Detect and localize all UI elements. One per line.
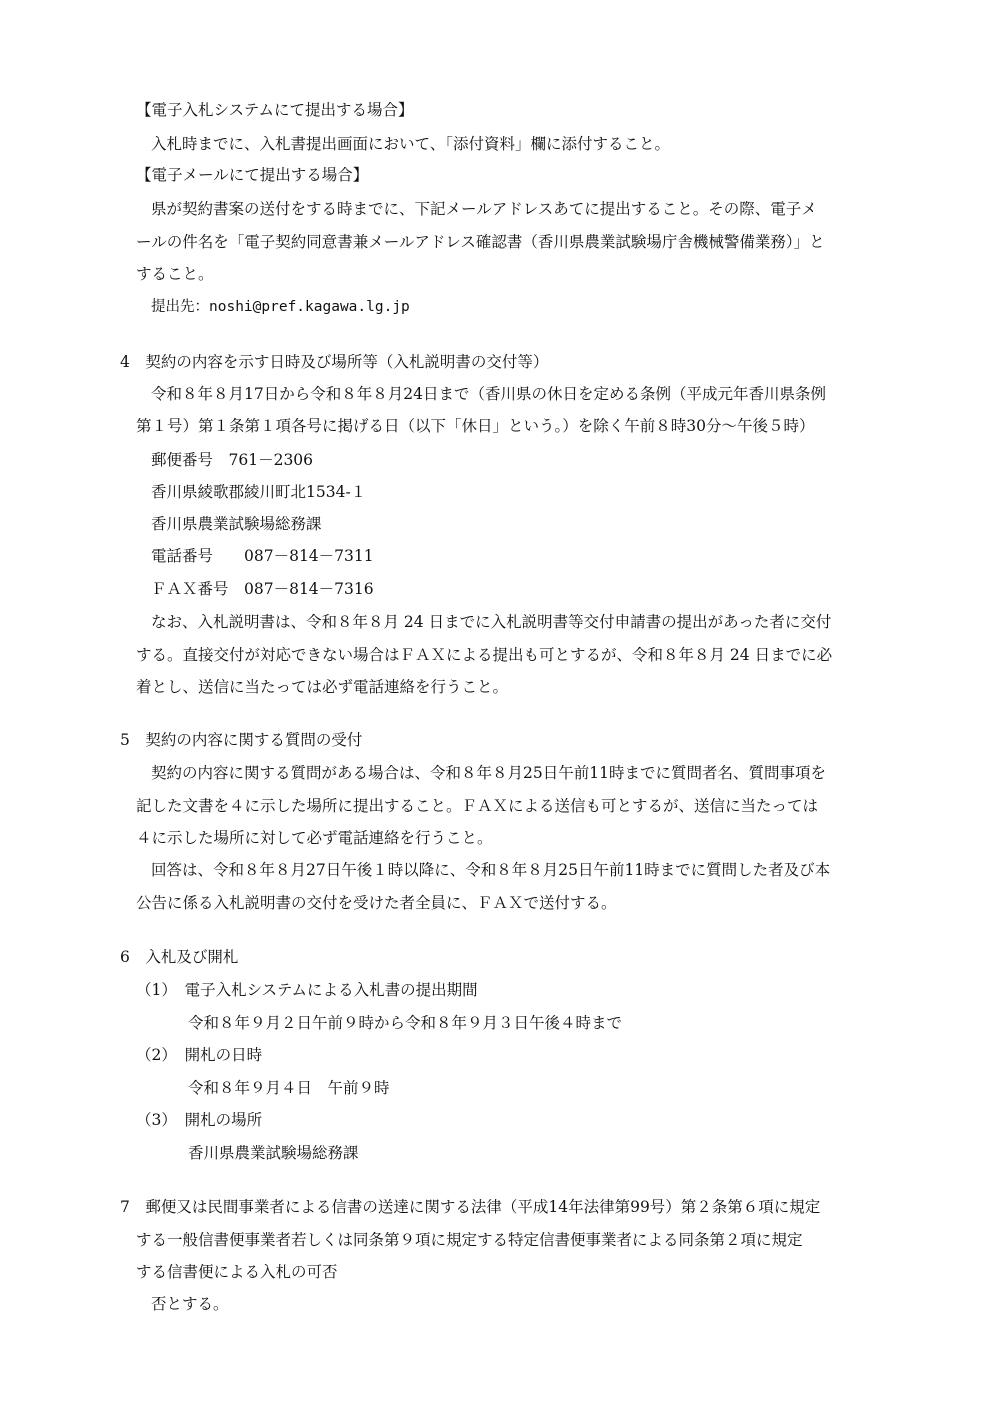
address: 香川県綾歌郡綾川町北1534-１ bbox=[151, 483, 367, 501]
phone-number: 電話番号 087－814－7311 bbox=[151, 547, 374, 565]
paragraph-line: すること。 bbox=[136, 265, 214, 283]
subitem-1-heading: （1） 電子入札システムによる入札書の提出期間 bbox=[136, 981, 478, 999]
paragraph-line: 記した文書を４に示した場所に提出すること。ＦＡＸによる送信も可とするが、送信に当たっては bbox=[136, 797, 819, 815]
submission-email: 提出先：noshi@pref.kagawa.lg.jp bbox=[151, 299, 410, 315]
paragraph-line: 回答は、令和８年８月27日午後１時以降に、令和８年８月25日午前11時までに質問した者及び本 bbox=[151, 861, 831, 879]
paragraph-line: 公告に係る入札説明書の交付を受けた者全員に、ＦＡＸで送付する。 bbox=[136, 894, 617, 912]
section-5-heading: 5 契約の内容に関する質問の受付 bbox=[120, 731, 363, 749]
postal-code: 郵便番号 761－2306 bbox=[151, 451, 314, 469]
subitem-2-heading: （2） 開札の日時 bbox=[136, 1046, 263, 1064]
paragraph-line: する一般信書便事業者若しくは同条第９項に規定する特定信書便事業者による同条第２項に規定 bbox=[136, 1231, 803, 1249]
section-7-answer: 否とする。 bbox=[151, 1295, 229, 1313]
paragraph-line: 入札時までに、入札書提出画面において、「添付資料」欄に添付すること。 bbox=[151, 135, 670, 153]
paragraph-line: 着とし、送信に当たっては必ず電話連絡を行うこと。 bbox=[136, 678, 509, 696]
paragraph-line: ールの件名を「電子契約同意書兼メールアドレス確認書（香川県農業試験場庁舎機械警備業務）」と bbox=[136, 233, 825, 251]
paragraph-line: する信書便による入札の可否 bbox=[136, 1263, 338, 1281]
subitem-2-value: 令和８年９月４日 午前９時 bbox=[188, 1079, 390, 1097]
section-6-heading: 6 入札及び開札 bbox=[120, 948, 239, 966]
paragraph-line: 令和８年８月17日から令和８年８月24日まで（香川県の休日を定める条例（平成元年香川県条例 bbox=[151, 385, 826, 403]
paragraph-line: 契約の内容に関する質問がある場合は、令和８年８月25日午前11時までに質問者名、質問事項を bbox=[151, 764, 826, 782]
subheading-email: 【電子メールにて提出する場合】 bbox=[136, 166, 369, 184]
section-4-heading: 4 契約の内容を示す日時及び場所等（入札説明書の交付等） bbox=[120, 353, 549, 371]
paragraph-line: なお、入札説明書は、令和８年８月 24 日までに入札説明書等交付申請書の提出があった者に交付 bbox=[151, 613, 832, 631]
department: 香川県農業試験場総務課 bbox=[151, 515, 322, 533]
fax-number: ＦＡＸ番号 087－814－7316 bbox=[151, 580, 374, 598]
paragraph-line: 第１号）第１条第１項各号に掲げる日（以下「休日」という。）を除く午前８時30分～午後５時） bbox=[136, 417, 815, 435]
subitem-3-heading: （3） 開札の場所 bbox=[136, 1111, 263, 1129]
section-7-heading: 7 郵便又は民間事業者による信書の送達に関する法律（平成14年法律第99号）第２条第６項に規定 bbox=[120, 1198, 821, 1216]
subitem-1-value: 令和８年９月２日午前９時から令和８年９月３日午後４時まで bbox=[188, 1014, 623, 1032]
paragraph-line: ４に示した場所に対して必ず電話連絡を行うこと。 bbox=[136, 829, 493, 847]
paragraph-line: する。直接交付が対応できない場合はＦＡＸによる提出も可とするが、令和８年８月 24 日までに必 bbox=[136, 646, 833, 664]
subheading-electronic-bid: 【電子入札システムにて提出する場合】 bbox=[136, 101, 414, 119]
subitem-3-value: 香川県農業試験場総務課 bbox=[188, 1144, 359, 1162]
paragraph-line: 県が契約書案の送付をする時までに、下記メールアドレスあてに提出すること。その際、電子メ bbox=[151, 200, 817, 218]
